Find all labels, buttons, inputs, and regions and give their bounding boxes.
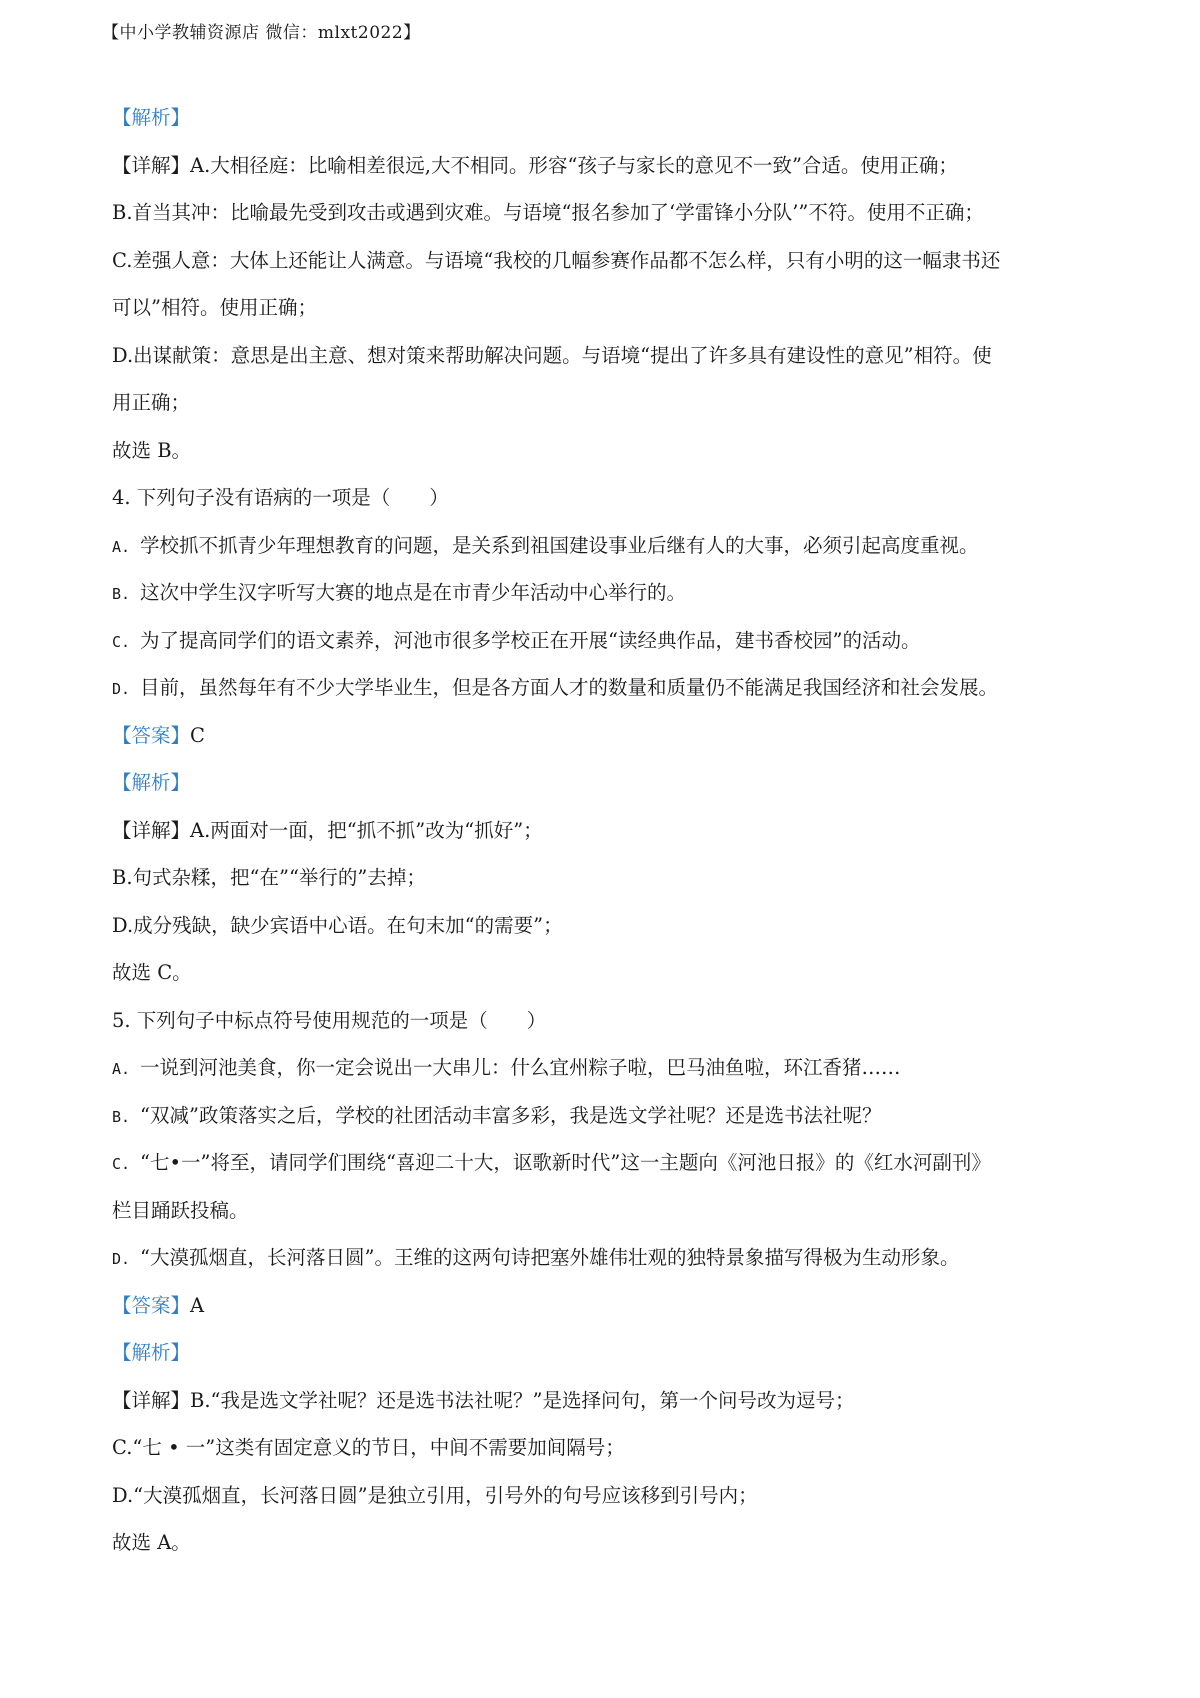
q5-answer-label: 【答案】 <box>112 1293 191 1317</box>
q5-option-b <box>112 1092 1102 1140</box>
q4-detail-line-b: B.句式杂糅，把“在”“举行的”去掉； <box>112 866 426 889</box>
q3-detail-line-c1: C.差强人意：大体上还能让人满意。与语境“我校的几幅参赛作品都不怎么样，只有小明的这一幅隶书还 <box>112 248 1001 272</box>
q3-detail-line-c2: 可以”相符。使用正确； <box>112 296 317 319</box>
option-letter: C. <box>112 632 131 651</box>
q4-answer <box>112 712 1102 760</box>
q4-answer-value: C <box>190 723 205 747</box>
option-text: 这次中学生汉字听写大赛的地点是在市青少年活动中心举行的。 <box>140 581 687 604</box>
q5-option-c <box>112 1139 1102 1187</box>
q3-conclusion: 故选 B。 <box>112 438 192 462</box>
q3-detail-a-text: A.大相径庭：比喻相差很远,大不相同。形容“孩子与家长的意见不一致”合适。使用正确； <box>190 153 958 177</box>
q3-detail-line-d2: 用正确； <box>112 391 191 414</box>
q5-option-d <box>112 1234 1102 1282</box>
option-letter: A. <box>112 537 131 556</box>
q5-detail-label: 【详解】 <box>112 1388 191 1412</box>
q3-detail-label: 【详解】 <box>112 153 191 177</box>
q5-detail-b-text: B.“我是选文学社呢？还是选书法社呢？”是选择问句，第一个问号改为逗号； <box>190 1388 855 1412</box>
option-text: 一说到河池美食，你一定会说出一大串儿：什么宜州粽子啦，巴马油鱼啦，环江香猪…… <box>140 1056 901 1079</box>
q4-option-c <box>112 617 1102 665</box>
source-header: 【中小学教辅资源店 微信：mlxt2022】 <box>102 23 421 43</box>
option-text: “大漠孤烟直，长河落日圆”。王维的这两句诗把塞外雄伟壮观的独特景象描写得极为生动形象。 <box>140 1246 960 1269</box>
q5-conclusion: 故选 A。 <box>112 1531 191 1554</box>
q4-detail-line-d: D.成分残缺，缺少宾语中心语。在句末加“的需要”； <box>112 913 563 937</box>
q3-analysis-label: 【解析】 <box>112 106 191 129</box>
q4-stem: 4. 下列句子没有语病的一项是（ ） <box>112 486 449 509</box>
q5-detail-line-c: C.“七 • 一”这类有固定意义的节日，中间不需要加间隔号； <box>112 1436 625 1459</box>
q5-detail-line-d: D.“大漠孤烟直，长河落日圆”是独立引用，引号外的句号应该移到引号内； <box>112 1483 758 1507</box>
q3-detail-line-a <box>112 142 1102 190</box>
q5-analysis-label: 【解析】 <box>112 1341 191 1364</box>
option-text: 为了提高同学们的语文素养，河池市很多学校正在开展“读经典作品，建书香校园”的活动。 <box>140 628 921 652</box>
document-body <box>112 94 1102 1567</box>
option-letter: B. <box>112 585 131 603</box>
q5-detail-line-b <box>112 1377 1102 1425</box>
q4-analysis-label: 【解析】 <box>112 771 191 794</box>
q5-stem: 5. 下列句子中标点符号使用规范的一项是（ ） <box>112 1008 547 1032</box>
option-text: 学校抓不抓青少年理想教育的问题，是关系到祖国建设事业后继有人的大事，必须引起高度重视。 <box>140 533 979 557</box>
q4-option-a <box>112 522 1102 570</box>
q4-option-d <box>112 664 1102 712</box>
option-text: “七•一”将至，请同学们围绕“喜迎二十大，讴歌新时代”这一主题向《河池日报》的《红水河副刊》 <box>140 1151 991 1174</box>
option-letter: A. <box>112 1060 131 1078</box>
q5-answer <box>112 1282 1102 1330</box>
q3-detail-line-b: B.首当其冲：比喻最先受到攻击或遇到灾难。与语境“报名参加了‘学雷锋小分队’”不符。使用不正确； <box>112 201 984 224</box>
option-letter: C. <box>112 1155 131 1173</box>
q4-detail-line-a <box>112 807 1102 855</box>
q4-option-b <box>112 569 1102 617</box>
q4-detail-a-text: A.两面对一面，把“抓不抓”改为“抓好”； <box>190 818 543 842</box>
q4-detail-label: 【详解】 <box>112 818 191 842</box>
q5-option-a <box>112 1044 1102 1092</box>
q4-answer-label: 【答案】 <box>112 723 191 747</box>
q4-conclusion: 故选 C。 <box>112 961 192 984</box>
option-letter: B. <box>112 1107 131 1126</box>
option-letter: D. <box>112 680 131 698</box>
q5-option-c-continued: 栏目踊跃投稿。 <box>112 1198 249 1222</box>
option-text: “双减”政策落实之后，学校的社团活动丰富多彩，我是选文学社呢？还是选书法社呢？ <box>140 1103 882 1127</box>
q3-detail-line-d1: D.出谋献策：意思是出主意、想对策来帮助解决问题。与语境“提出了许多具有建设性的意见”相符。使 <box>112 343 992 367</box>
q5-answer-value: A <box>190 1293 205 1317</box>
option-letter: D. <box>112 1250 131 1268</box>
option-text: 目前，虽然每年有不少大学毕业生，但是各方面人才的数量和质量仍不能满足我国经济和社会发展。 <box>140 676 999 699</box>
